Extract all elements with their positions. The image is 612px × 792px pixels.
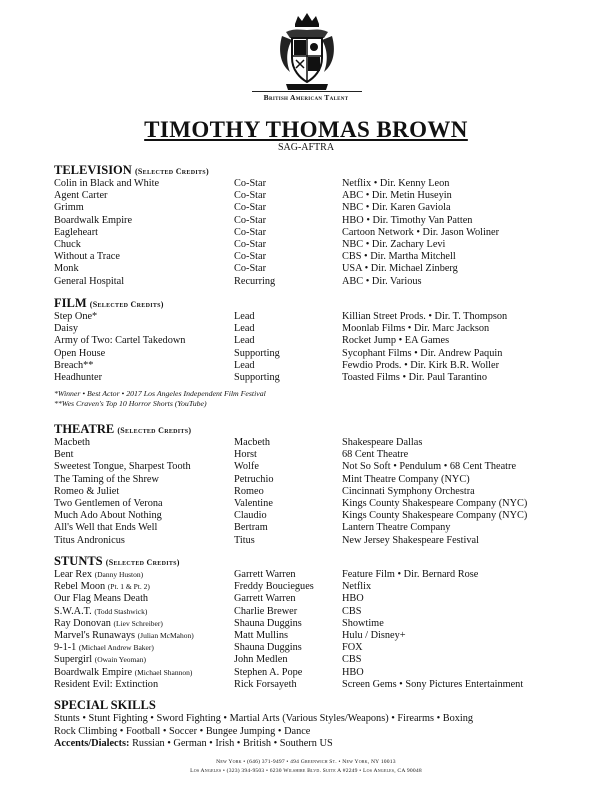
credit-company: Moonlab Films • Dir. Marc Jackson <box>342 323 490 335</box>
credit-title <box>54 593 148 605</box>
credit-title: Sweetest Tongue, Sharpest Tooth <box>54 461 191 473</box>
credit-company: Mint Theatre Company (NYC) <box>342 473 470 485</box>
stunt-double-for: (Julian McMahon) <box>137 630 194 640</box>
credit-row <box>54 190 574 202</box>
credit-row <box>54 372 574 384</box>
credit-company: HBO <box>342 666 364 678</box>
credit-role: Recurring <box>234 275 276 287</box>
stunt-project: Lear Rex <box>54 569 93 580</box>
credit-title: Open House <box>54 347 106 359</box>
stunt-double-for: (Danny Huston) <box>94 570 144 579</box>
british-american-talent-crest-logo <box>276 10 338 94</box>
credit-role: Petruchio <box>234 473 274 485</box>
stunt-project: Resident Evil: Extinction <box>54 678 159 690</box>
credit-role: Valentine <box>234 497 273 509</box>
credit-company: Kings County Shakespeare Company (NYC) <box>342 497 528 509</box>
credit-role: Co-Star <box>234 178 267 189</box>
credit-row <box>54 311 574 323</box>
stunts-section <box>54 554 574 691</box>
credit-row <box>54 215 574 227</box>
credit-role: Romeo <box>234 485 264 497</box>
credit-title: Eagleheart <box>54 226 99 238</box>
footer-new-york: New York • (646) 371-9497 • 494 Greenwich St. • New York, NY 10013 <box>216 759 396 765</box>
credit-company: HBO <box>342 593 364 605</box>
accents-line <box>54 738 574 751</box>
credit-row <box>54 263 574 275</box>
stunt-coordinator: Garrett Warren <box>234 593 296 605</box>
credit-row <box>54 667 574 679</box>
stunt-double-for: (Pt. 1 & Pt. 2) <box>107 582 150 592</box>
credit-title: Much Ado About Nothing <box>54 510 162 522</box>
credit-company: Showtime <box>342 617 384 629</box>
credit-title: Titus Andronicus <box>54 534 125 546</box>
credit-row <box>54 593 574 605</box>
credit-role: Lead <box>234 359 255 371</box>
section-subtitle: (Selected Credits) <box>117 426 192 435</box>
section-heading: THEATRE <box>54 422 115 436</box>
credit-row <box>54 348 574 360</box>
credit-title: Chuck <box>54 238 81 250</box>
credit-title <box>54 569 143 581</box>
credit-role: Co-Star <box>234 263 267 275</box>
credit-title <box>54 581 150 593</box>
footer-los-angeles: Los Angeles • (323) 394-9503 • 6230 Wilshire Blvd. Suite A #2249 • Los Angeles, CA 90048 <box>190 768 422 774</box>
union-affiliation: SAG-AFTRA <box>277 142 335 153</box>
section-heading: TELEVISION <box>54 163 132 177</box>
credit-company: HBO • Dir. Timothy Van Patten <box>342 214 473 226</box>
credit-title <box>54 630 194 642</box>
stunt-coordinator: Charlie Brewer <box>234 605 298 617</box>
credit-row <box>54 630 574 642</box>
credit-title: General Hospital <box>54 275 125 287</box>
actor-name <box>0 116 612 144</box>
credit-company: Netflix • Dir. Kenny Leon <box>342 178 450 189</box>
credit-row <box>54 510 574 522</box>
credit-company: CBS <box>342 654 362 666</box>
television-section <box>54 163 574 288</box>
credit-company: NBC • Dir. Karen Gaviola <box>342 202 451 214</box>
film-footnote: **Wes Craven's Top 10 Horror Shorts (YouTube) <box>54 399 207 409</box>
stunt-double-for: (Michael Andrew Baker) <box>78 643 154 653</box>
credit-title: All's Well that Ends Well <box>54 522 158 534</box>
credit-row <box>54 606 574 618</box>
credit-company: Rocket Jump • EA Games <box>342 335 450 347</box>
credit-title: Breach** <box>54 359 94 371</box>
stunt-coordinator: Matt Mullins <box>234 629 289 641</box>
credit-company: Screen Gems • Sony Pictures Entertainment <box>342 678 524 690</box>
credit-row <box>54 227 574 239</box>
special-skills-section <box>54 698 574 751</box>
section-heading: STUNTS <box>54 554 103 568</box>
credit-row <box>54 679 574 691</box>
credit-title: Without a Trace <box>54 251 120 263</box>
credit-title <box>54 642 154 654</box>
stunt-project: Marvel's Runaways <box>54 629 136 641</box>
section-subtitle: (Selected Credits) <box>89 300 164 309</box>
credit-row <box>54 486 574 498</box>
credit-role: Co-Star <box>234 226 267 238</box>
film-footnote: *Winner • Best Actor • 2017 Los Angeles Independent Film Festival <box>54 389 266 399</box>
section-title <box>54 163 574 178</box>
credit-title: Boardwalk Empire <box>54 214 133 226</box>
credit-title: Army of Two: Cartel Takedown <box>54 335 186 347</box>
credit-title: Romeo & Juliet <box>54 485 120 497</box>
stunt-project: Supergirl <box>54 654 93 666</box>
credit-company: Netflix <box>342 581 372 593</box>
credit-role: Lead <box>234 335 255 347</box>
credit-row <box>54 498 574 510</box>
agency-divider <box>252 91 362 92</box>
stunt-coordinator: Shauna Duggins <box>234 642 302 654</box>
credit-row <box>54 569 574 581</box>
credit-company: New Jersey Shakespeare Festival <box>342 534 479 546</box>
credit-company: Toasted Films • Dir. Paul Tarantino <box>342 371 487 383</box>
section-heading: SPECIAL SKILLS <box>54 698 156 712</box>
credit-role: Co-Star <box>234 202 267 214</box>
credit-role: Co-Star <box>234 190 267 202</box>
accents-list: Russian • German • Irish • British • Southern US <box>132 738 333 750</box>
credit-company: Sycophant Films • Dir. Andrew Paquin <box>342 347 503 359</box>
agency-name: British American Talent <box>263 93 349 102</box>
credit-company: NBC • Dir. Zachary Levi <box>342 238 446 250</box>
credit-title: Two Gentlemen of Verona <box>54 497 163 509</box>
credit-row <box>54 251 574 263</box>
credit-row <box>54 654 574 666</box>
credit-company: CBS <box>342 605 362 617</box>
credit-company: 68 Cent Theatre <box>342 449 409 461</box>
stunt-project: Boardwalk Empire <box>54 666 133 678</box>
theatre-section <box>54 422 574 547</box>
film-section <box>54 296 574 409</box>
credit-title: Colin in Black and White <box>54 178 160 189</box>
section-subtitle: (Selected Credits) <box>134 167 209 176</box>
credit-company: Lantern Theatre Company <box>342 522 451 534</box>
stunt-coordinator: Garrett Warren <box>234 569 296 580</box>
section-title <box>54 422 574 437</box>
credit-role: Titus <box>234 534 255 546</box>
credit-title <box>54 654 146 666</box>
stunt-coordinator: John Medlen <box>234 654 288 666</box>
credit-role: Lead <box>234 311 255 322</box>
stunt-project: Our Flag Means Death <box>54 593 149 605</box>
credit-title <box>54 618 163 630</box>
credit-role: Macbeth <box>234 437 271 448</box>
credit-role: Wolfe <box>234 461 259 473</box>
credit-company: Killian Street Prods. • Dir. T. Thompson <box>342 311 508 322</box>
credit-row <box>54 522 574 534</box>
section-heading: FILM <box>54 296 87 310</box>
credit-company: Cartoon Network • Dir. Jason Woliner <box>342 226 500 238</box>
credit-company: CBS • Dir. Martha Mitchell <box>342 251 456 263</box>
stunt-double-for: (Owain Yeoman) <box>94 655 146 665</box>
credit-role: Co-Star <box>234 214 267 226</box>
credit-title: Daisy <box>54 323 79 335</box>
credit-title <box>54 606 147 618</box>
stunt-project: Rebel Moon <box>54 581 106 593</box>
credit-title: Headhunter <box>54 371 103 383</box>
skills-list: Rock Climbing • Football • Soccer • Bungee Jumping • Dance <box>54 725 311 737</box>
credit-row <box>54 618 574 630</box>
credit-title: Macbeth <box>54 437 91 448</box>
credit-row <box>54 202 574 214</box>
credit-company: Feature Film • Dir. Bernard Rose <box>342 569 479 580</box>
credit-row <box>54 449 574 461</box>
credit-company: FOX <box>342 642 363 654</box>
credit-row <box>54 642 574 654</box>
stunt-double-for: (Todd Stashwick) <box>94 606 148 616</box>
credit-title: Grimm <box>54 202 84 214</box>
stunt-project: 9-1-1 <box>54 642 77 654</box>
credit-row <box>54 178 574 190</box>
credit-role: Claudio <box>234 510 267 522</box>
credit-title: Monk <box>54 263 79 275</box>
section-title <box>54 554 574 569</box>
credit-row <box>54 437 574 449</box>
stunt-project: Ray Donovan <box>54 617 111 629</box>
credit-role: Co-Star <box>234 251 267 263</box>
stunt-coordinator: Stephen A. Pope <box>234 666 303 678</box>
credit-role: Bertram <box>234 522 268 534</box>
credit-company: ABC • Dir. Various <box>342 275 422 287</box>
credit-company: Hulu / Disney+ <box>342 629 406 641</box>
credit-company: Not So Soft • Pendulum • 68 Cent Theatre <box>342 461 517 473</box>
credit-row <box>54 360 574 372</box>
credit-role: Horst <box>234 449 257 461</box>
credit-title: Step One* <box>54 311 98 322</box>
credit-role: Supporting <box>234 371 280 383</box>
credit-row <box>54 461 574 473</box>
credit-row <box>54 535 574 547</box>
credit-company: Cincinnati Symphony Orchestra <box>342 485 475 497</box>
stunt-coordinator: Rick Forsayeth <box>234 678 297 690</box>
credit-row <box>54 581 574 593</box>
credit-row <box>54 276 574 288</box>
credit-row <box>54 323 574 335</box>
credit-row <box>54 239 574 251</box>
stunt-double-for: (Liev Schreiber) <box>113 618 163 628</box>
credit-role: Lead <box>234 323 255 335</box>
credit-title: Bent <box>54 449 74 461</box>
skills-list: Stunts • Stunt Fighting • Sword Fighting • Martial Arts (Various Styles/Weapons) • Firearms • Boxing <box>54 713 474 724</box>
credit-company: Kings County Shakespeare Company (NYC) <box>342 510 528 522</box>
credit-row <box>54 474 574 486</box>
credit-role: Supporting <box>234 347 280 359</box>
credit-title <box>54 679 158 691</box>
credit-row <box>54 335 574 347</box>
accents-label: Accents/Dialects: <box>54 738 130 750</box>
credit-company: ABC • Dir. Metin Huseyin <box>342 190 452 202</box>
credit-title: The Taming of the Shrew <box>54 473 159 485</box>
credit-company: USA • Dir. Michael Zinberg <box>342 263 458 275</box>
stunt-double-for: (Michael Shannon) <box>134 667 193 677</box>
stunt-coordinator: Shauna Duggins <box>234 617 302 629</box>
credit-title <box>54 667 192 679</box>
section-title <box>54 296 574 311</box>
credit-company: Shakespeare Dallas <box>342 437 423 448</box>
credit-title: Agent Carter <box>54 190 108 202</box>
stunt-coordinator: Freddy Bouciegues <box>234 581 314 593</box>
section-subtitle: (Selected Credits) <box>105 558 180 567</box>
actor-name-text: TIMOTHY THOMAS BROWN <box>144 117 468 142</box>
credit-company: Fewdio Prods. • Dir. Kirk B.R. Woller <box>342 359 500 371</box>
credit-role: Co-Star <box>234 238 267 250</box>
stunt-project: S.W.A.T. <box>54 605 92 617</box>
